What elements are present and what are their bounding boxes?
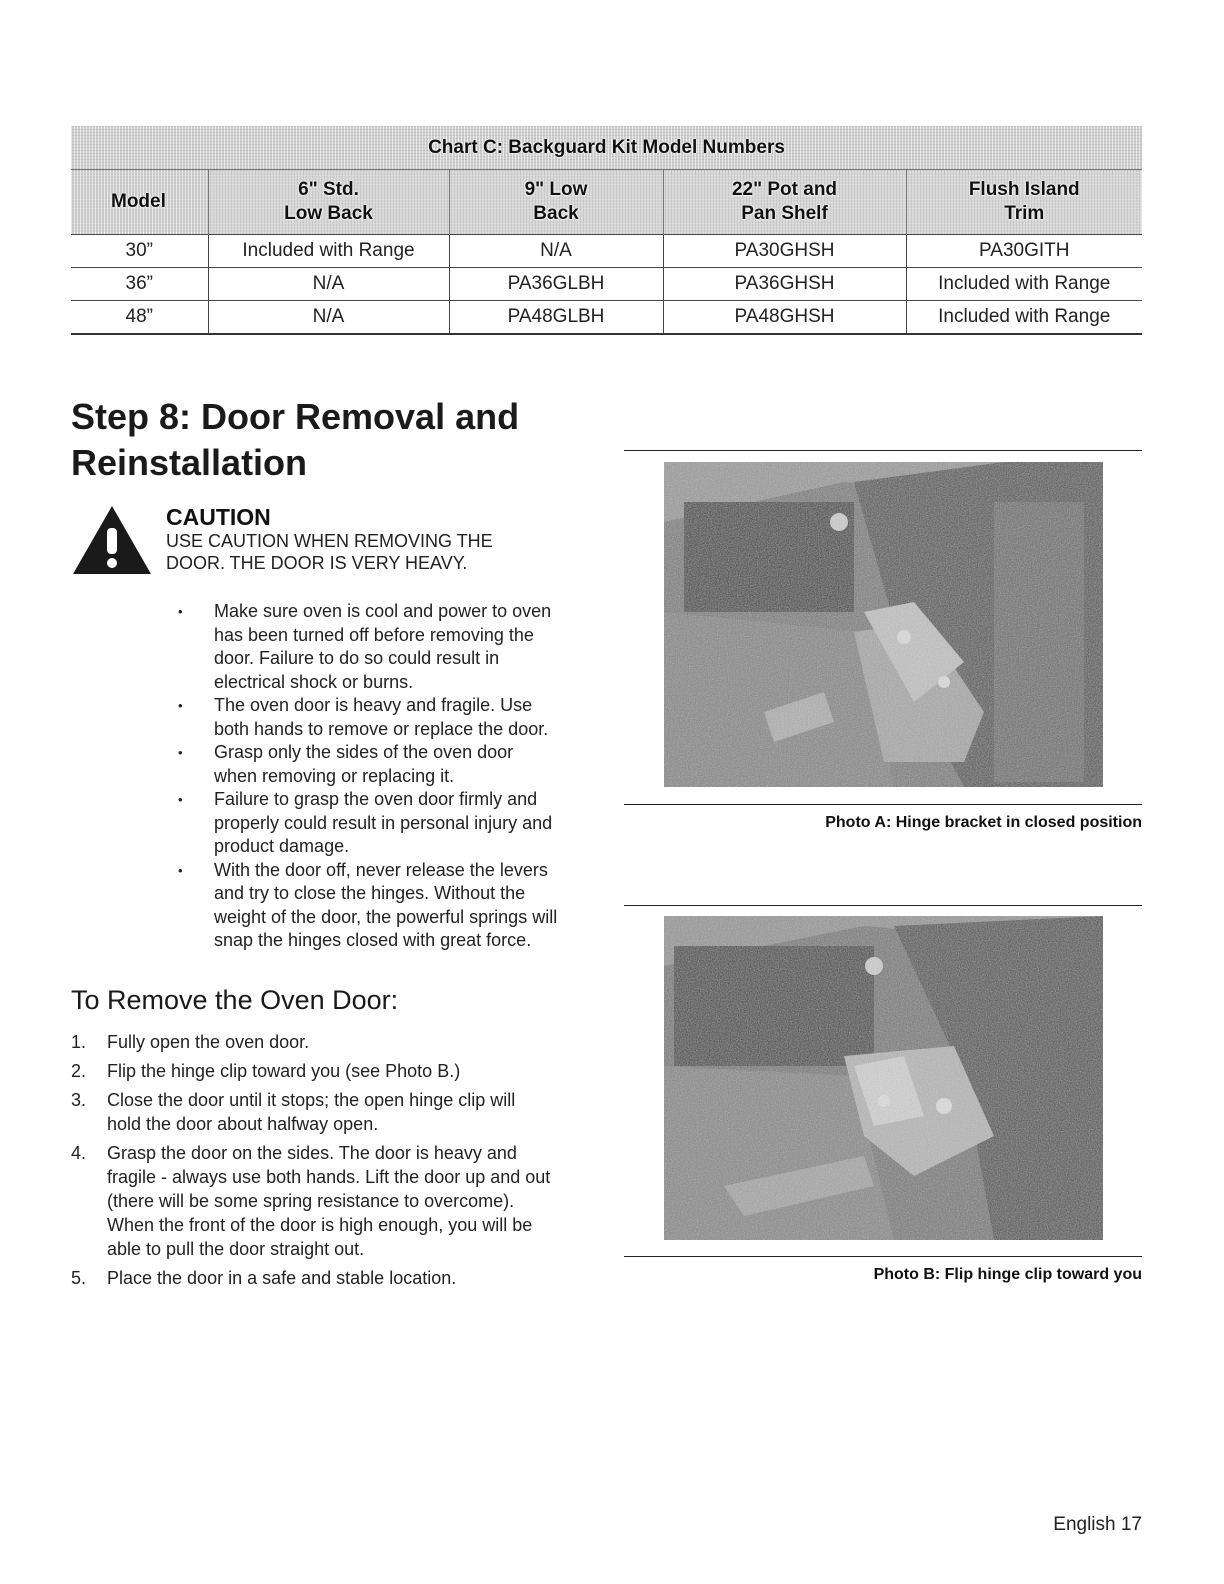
photo-a-caption: Photo A: Hinge bracket in closed position: [825, 814, 1142, 831]
column-header-flush-island-trim: Flush Island Trim: [906, 170, 1142, 235]
column-header-low-back: 9" Low Back: [449, 170, 663, 235]
photo-flip-hinge-clip: [664, 916, 1103, 1240]
table-cell: Included with Range: [906, 268, 1142, 301]
list-item: 2. Flip the hinge clip toward you (see Photo B.): [71, 1061, 461, 1081]
divider: [624, 804, 1142, 805]
table-cell: 30”: [71, 235, 208, 268]
list-item: 1. Fully open the oven door.: [71, 1032, 310, 1052]
list-item: • Make sure oven is cool and power to oven has been turned off before removing the door. Failure to do so could result in electrical shock or burns.: [172, 600, 602, 694]
list-item: • Failure to grasp the oven door firmly and properly could result in personal injury and product damage.: [172, 788, 602, 859]
table-cell: PA30GITH: [906, 235, 1142, 268]
table-cell: Included with Range: [208, 235, 449, 268]
table-row: [71, 235, 1142, 268]
divider: [624, 905, 1142, 906]
table-cell: 36”: [71, 268, 208, 301]
remove-door-steps: [71, 1030, 591, 1295]
safety-bullet-list: [172, 600, 602, 953]
divider: [624, 1256, 1142, 1257]
table-cell: PA48GLBH: [449, 301, 663, 335]
table-cell: Included with Range: [906, 301, 1142, 335]
divider: [624, 450, 1142, 451]
table-cell: N/A: [208, 301, 449, 335]
column-header-model: Model: [71, 170, 208, 235]
chart-title: Chart C: Backguard Kit Model Numbers: [71, 126, 1142, 170]
caution-text: USE CAUTION WHEN REMOVING THE DOOR. THE DOOR IS VERY HEAVY.: [166, 531, 493, 573]
list-item: • With the door off, never release the levers and try to close the hinges. Without the weight of the door, the powerful springs will snap the hinges closed with great force.: [172, 859, 602, 953]
table-cell: PA36GHSH: [663, 268, 906, 301]
table-cell: N/A: [449, 235, 663, 268]
column-header-std-low-back: 6" Std. Low Back: [208, 170, 449, 235]
backguard-kit-chart: [71, 126, 1142, 335]
page-number: English 17: [1053, 1514, 1142, 1535]
list-item: 5. Place the door in a safe and stable location.: [71, 1268, 457, 1288]
table-cell: N/A: [208, 268, 449, 301]
table-row: [71, 301, 1142, 335]
table-row: [71, 268, 1142, 301]
list-item: 4. Grasp the door on the sides. The door is heavy and fragile - always use both hands. Lift the door up and out (there will be some spring resistance to overcome). When the front of the door is high enough, you will be able to pull the door straight out.: [71, 1143, 551, 1259]
list-item: • The oven door is heavy and fragile. Use both hands to remove or replace the door.: [172, 694, 602, 741]
list-item: 3. Close the door until it stops; the open hinge clip will hold the door about halfway open.: [71, 1090, 516, 1134]
column-header-pot-pan-shelf: 22" Pot and Pan Shelf: [663, 170, 906, 235]
photo-b-caption: Photo B: Flip hinge clip toward you: [873, 1266, 1142, 1283]
table-cell: PA30GHSH: [663, 235, 906, 268]
step-title: [71, 394, 591, 486]
caution-heading: CAUTION: [166, 504, 271, 530]
step-title-line-1: Step 8: Door Removal and: [71, 396, 520, 437]
remove-door-heading: To Remove the Oven Door:: [71, 985, 399, 1015]
warning-triangle-icon: [71, 504, 153, 576]
table-cell: PA36GLBH: [449, 268, 663, 301]
list-item: • Grasp only the sides of the oven door when removing or replacing it.: [172, 741, 602, 788]
photo-hinge-closed: [664, 462, 1103, 787]
step-title-line-2: Reinstallation: [71, 442, 308, 483]
table-cell: 48”: [71, 301, 208, 335]
table-cell: PA48GHSH: [663, 301, 906, 335]
